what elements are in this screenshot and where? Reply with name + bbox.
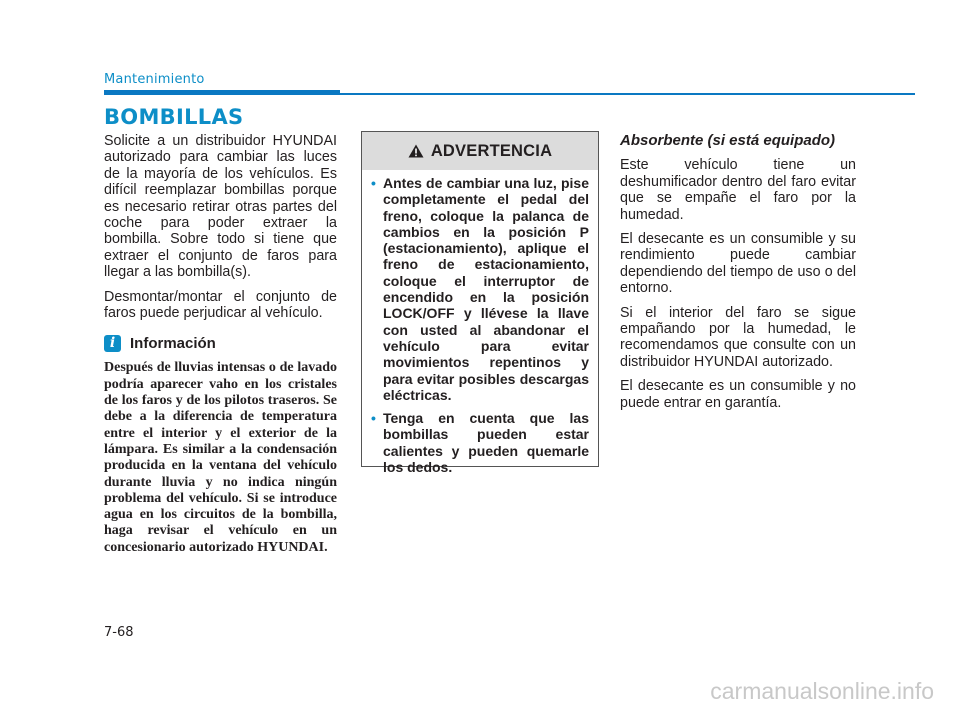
paragraph: Este vehículo tiene un deshumificador dentro del faro evitar que se empañe el faro por la humedad. xyxy=(620,157,856,223)
info-icon: i xyxy=(104,335,121,352)
info-body: Después de lluvias intensas o de lavado podría aparecer vaho en los cristales de los faros y de los pilotos traseros. Se debe a la diferencia de temperatura entre el interior y el exterior de la lámpara. Es similar a la condensación producida en la ventana del vehículo durante lluvia y no indica ningún problema del vehículo. Si se introduce agua en los circuitos de la bombilla, haga revisar el vehículo en un concesionario autorizado HYUNDAI. xyxy=(104,360,337,555)
watermark: carmanualsonline.info xyxy=(710,678,934,704)
warning-triangle-icon xyxy=(408,144,424,158)
page-number: 7-68 xyxy=(104,625,134,640)
warning-list xyxy=(371,175,589,482)
bullet: • xyxy=(371,410,376,427)
paragraph: Si el interior del faro se sigue empañando por la humedad, le recomendamos que consulte con un distribuidor HYUNDAI autorizado. xyxy=(620,304,856,370)
warning-header xyxy=(362,132,598,170)
section-label: Mantenimiento xyxy=(104,72,205,87)
column-right xyxy=(620,133,856,419)
page-title: BOMBILLAS xyxy=(104,105,244,129)
paragraph: Desmontar/montar el conjunto de faros puede perjudicar al vehículo. xyxy=(104,288,337,322)
warning-item xyxy=(371,410,589,475)
bullet: • xyxy=(371,175,376,191)
column-left xyxy=(104,133,337,564)
header-rule-thick xyxy=(104,90,340,95)
info-title: Información xyxy=(130,334,216,352)
paragraph: El desecante es un consumible y su rendimiento puede cambiar dependiendo del tiempo de uso o del entorno. xyxy=(620,231,856,297)
warning-box xyxy=(361,131,599,476)
subsection-heading: Absorbente (si está equipado) xyxy=(620,132,836,149)
warning-title: ADVERTENCIA xyxy=(430,141,553,160)
warning-item xyxy=(371,175,589,403)
header-rule-thin xyxy=(340,93,915,95)
paragraph: Solicite a un distribuidor HYUNDAI autorizado para cambiar las luces de la mayoría de los vehículos. Es difícil reemplazar bombillas porque es necesario retirar otras partes del coche para poder extraer la bombilla. Sobre todo si tiene que extraer el conjunto de faros para llegar a las bombilla(s). xyxy=(104,133,337,281)
info-header xyxy=(104,335,337,352)
warning-item-text: Antes de cambiar una luz, pise completamente el pedal del freno, coloque la palanca de cambios en la posición P (estacionamiento), aplique el freno de estacionamiento, coloque el interruptor de encendido en la posición LOCK/OFF y llévese la llave con usted al abandonar el vehículo para evitar movimientos repentinos y para evitar posibles descargas eléctricas. xyxy=(383,175,589,403)
warning-item-text: Tenga en cuenta que las bombillas pueden estar calientes y pueden quemarle los dedos. xyxy=(383,410,589,476)
paragraph: El desecante es un consumible y no puede entrar en garantía. xyxy=(620,378,856,411)
